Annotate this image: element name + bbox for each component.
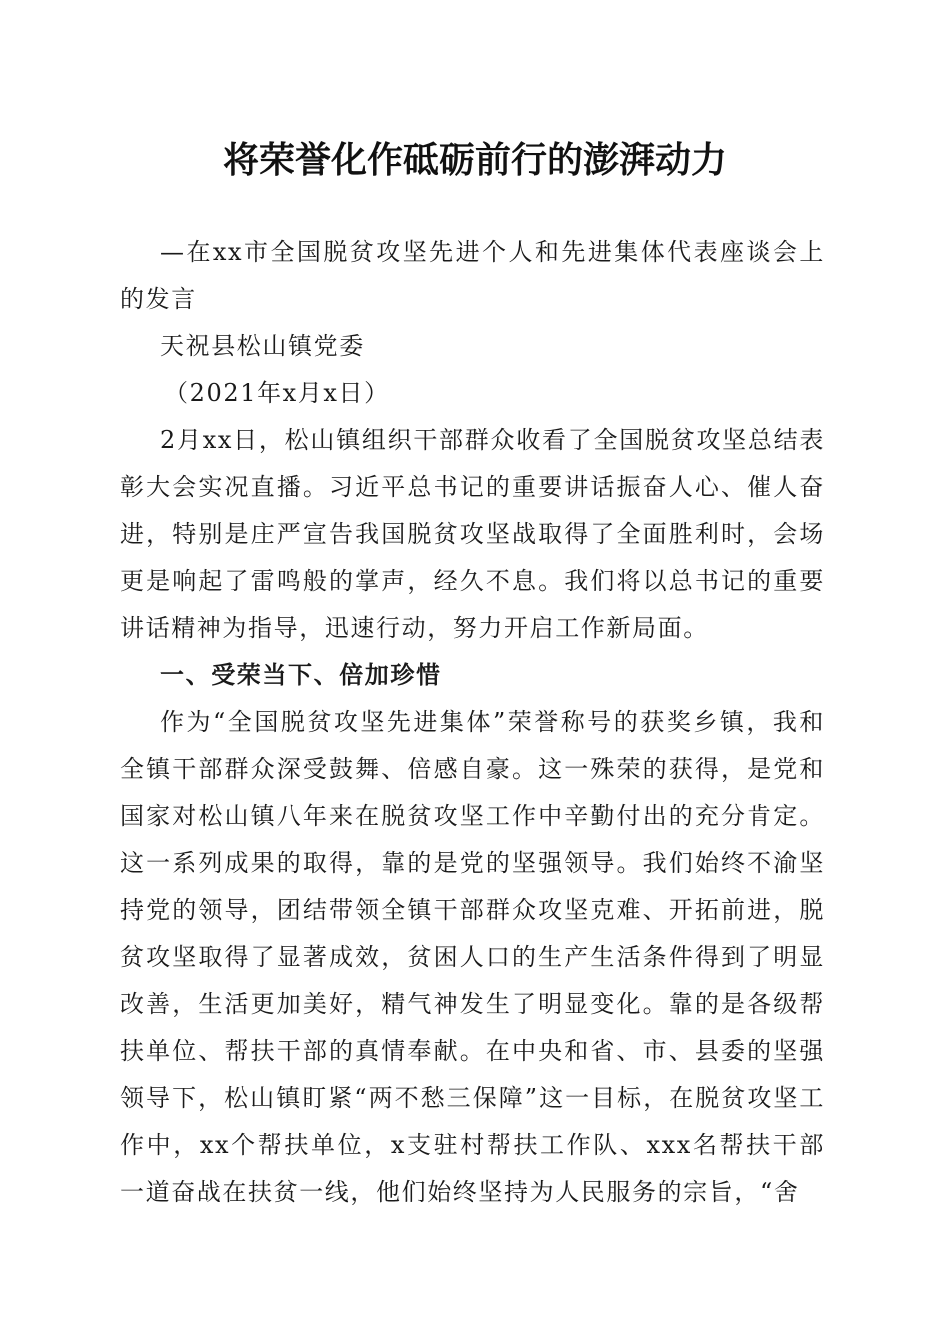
body-paragraph: 2月xx日，松山镇组织干部群众收看了全国脱贫攻坚总结表彰大会实况直播。习近平总书记的重要讲话振奋人心、催人奋进，特别是庄严宣告我国脱贫攻坚战取得了全面胜利时，会场更是响起了雷鸣般的掌声，经久不息。我们将以总书记的重要讲话精神为指导，迅速行动，努力开启工作新局面。 — [120, 426, 825, 642]
document-date: （2021年x月x日） — [164, 379, 390, 407]
document-author: 天祝县松山镇党委 — [160, 332, 365, 360]
document-title: 将荣誉化作砥砺前行的澎湃动力 — [222, 139, 727, 181]
body-paragraph: 作为“全国脱贫攻坚先进集体”荣誉称号的获奖乡镇，我和全镇干部群众深受鼓舞、倍感自豪。这一殊荣的获得，是党和国家对松山镇八年来在脱贫攻坚工作中辛勤付出的充分肯定。这一系列成果的取得，靠的是党的坚强领导。我们始终不渝坚持党的领导，团结带领全镇干部群众攻坚克难、开拓前进，脱贫攻坚取得了显著成效，贫困人口的生产生活条件得到了明显改善，生活更加美好，精气神发生了明显变化。靠的是各级帮扶单位、帮扶干部的真情奉献。在中央和省、市、县委的坚强领导下，松山镇盯紧“两不愁三保障”这一目标，在脱贫攻坚工作中，xx个帮扶单位，x支驻村帮扶工作队、xxx名帮扶干部一道奋战在扶贫一线，他们始终坚持为人民服务的宗旨，“舍 — [120, 708, 825, 1206]
document-body — [120, 229, 825, 1216]
section-heading: 一、受荣当下、倍加珍惜 — [160, 661, 442, 689]
document-subtitle: —在xx市全国脱贫攻坚先进个人和先进集体代表座谈会上的发言 — [120, 238, 825, 313]
